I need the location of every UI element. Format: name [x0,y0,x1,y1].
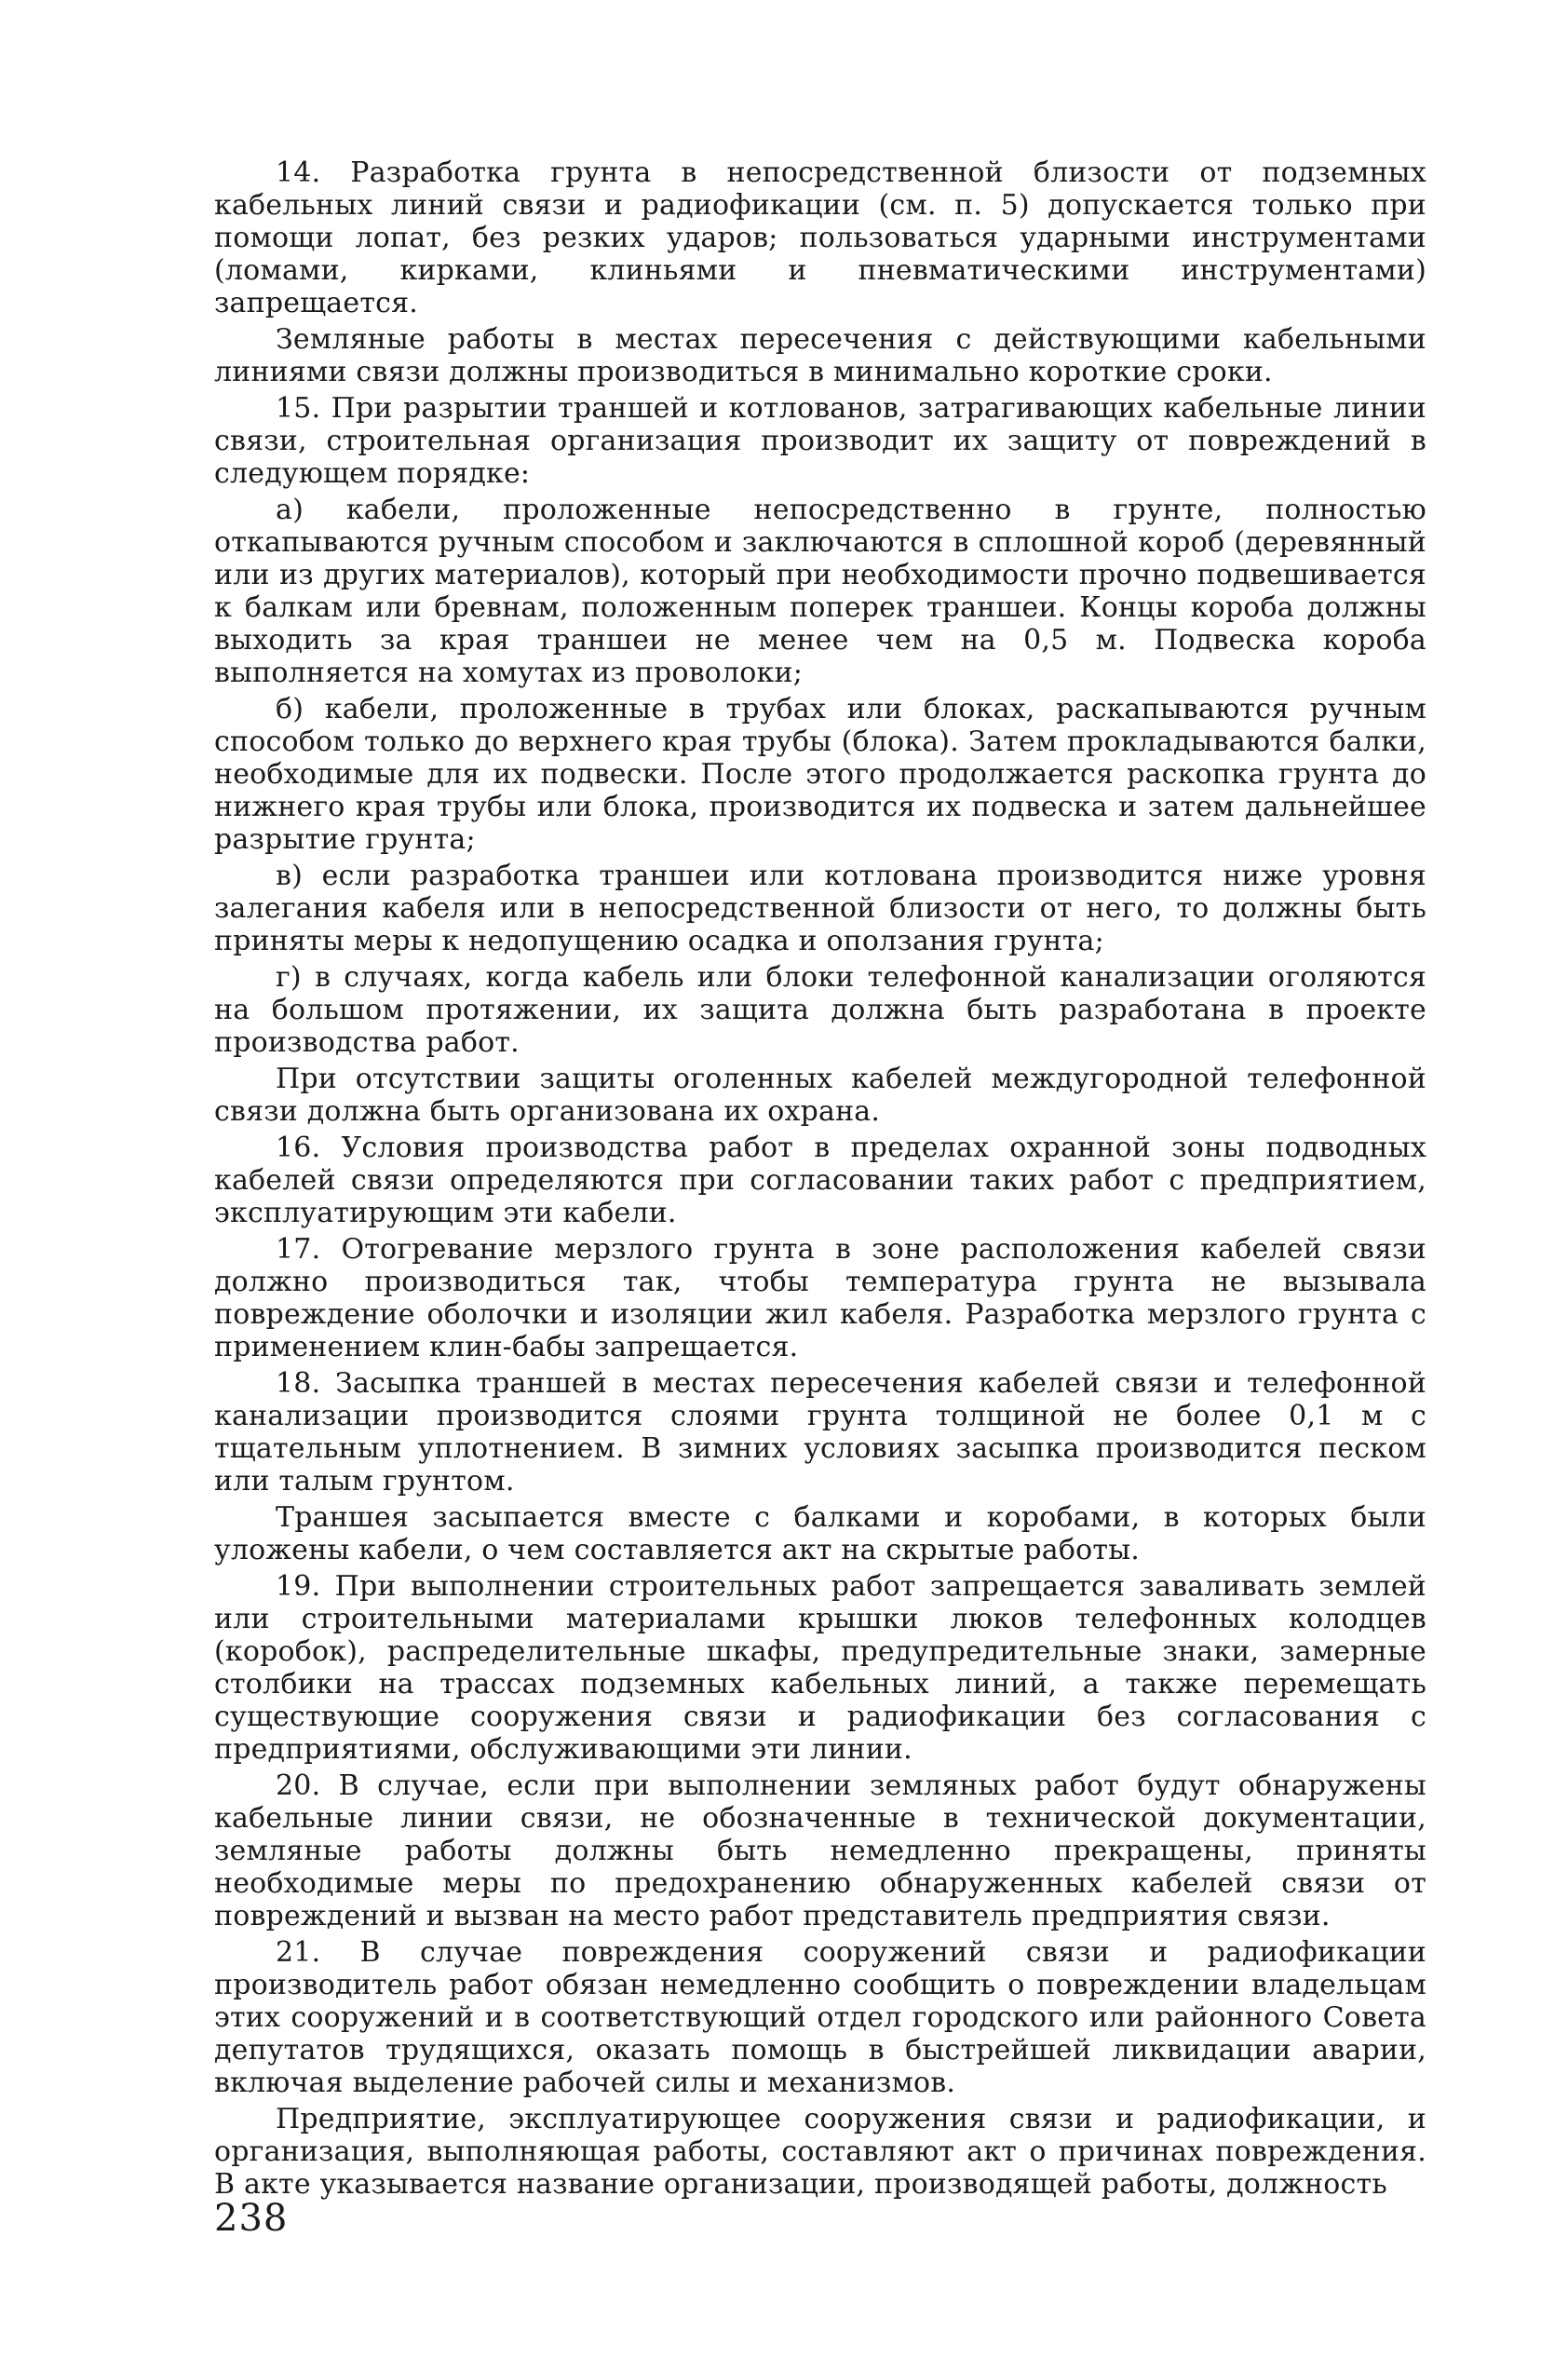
paragraph-21-note: Предприятие, эксплуатирующее сооружения связи и радиофикации, и организация, выполняющая работы, составляют акт о причинах повреждения. В акте указывается название организации, производящей работы, должность [214,2103,1426,2201]
paragraph-15: 15. При разрытии траншей и котлованов, затрагивающих кабельные линии связи, строительная организация производит их защиту от повреждений в следующем порядке: [214,392,1426,490]
paragraph-15-a: а) кабели, проложенные непосредственно в грунте, полностью откапываются ручным способом и заключаются в сплошной короб (деревянный или из других материалов), который при необходимости прочно подвешивается к балкам или бревнам, положенным поперек траншеи. Концы короба должны выходить за края траншеи не менее чем на 0,5 м. Подвеска короба выполняется на хомутах из проволоки; [214,494,1426,689]
paragraph-15-v: в) если разработка траншеи или котлована производится ниже уровня залегания кабеля или в непосредственной близости от него, то должны быть приняты меры к недопущению осадка и оползания грунта; [214,860,1426,957]
paragraph-21: 21. В случае повреждения сооружений связи и радиофикации производитель работ обязан немедленно сообщить о повреждении владельцам этих сооружений и в соответствующий отдел городского или районного Совета депутатов трудящихся, оказать помощь в быстрейшей ликвидации аварии, включая выделение рабочей силы и механизмов. [214,1936,1426,2099]
paragraph-14: 14. Разработка грунта в непосредственной близости от подземных кабельных линий связи и радиофикации (см. п. 5) допускается только при помощи лопат, без резких ударов; пользоваться ударными инструментами (ломами, кирками, клиньями и пневматическими инструментами) запрещается. [214,156,1426,319]
paragraph-16: 16. Условия производства работ в пределах охранной зоны подводных кабелей связи определяются при согласовании таких работ с предприятием, эксплуатирующим эти кабели. [214,1132,1426,1229]
paragraph-17: 17. Отогревание мерзлого грунта в зоне расположения кабелей связи должно производиться так, чтобы температура грунта не вызывала повреждение оболочки и изоляции жил кабеля. Разработка мерзлого грунта с применением клин-бабы запрещается. [214,1233,1426,1363]
paragraph-18-note: Траншея засыпается вместе с балками и коробами, в которых были уложены кабели, о чем составляется акт на скрытые работы. [214,1501,1426,1566]
paragraph-20: 20. В случае, если при выполнении земляных работ будут обнаружены кабельные линии связи, не обозначенные в технической документации, земляные работы должны быть немедленно прекращены, приняты необходимые меры по предохранению обнаруженных кабелей связи от повреждений и вызван на место работ представитель предприятия связи. [214,1769,1426,1932]
paragraph-18: 18. Засыпка траншей в местах пересечения кабелей связи и телефонной канализации производится слоями грунта толщиной не более 0,1 м с тщательным уплотнением. В зимних условиях засыпка производится песком или талым грунтом. [214,1367,1426,1498]
paragraph-15-note: При отсутствии защиты оголенных кабелей междугородной телефонной связи должна быть организована их охрана. [214,1063,1426,1128]
paragraph-15-b: б) кабели, проложенные в трубах или блоках, раскапываются ручным способом только до верхнего края трубы (блока). Затем прокладываются балки, необходимые для их подвески. После этого продолжается раскопка грунта до нижнего края трубы или блока, производится их подвеска и затем дальнейшее разрытие грунта; [214,693,1426,856]
paragraph-15-g: г) в случаях, когда кабель или блоки телефонной канализации оголяются на большом протяжении, их защита должна быть разработана в проекте производства работ. [214,961,1426,1059]
page-text [214,156,1426,2204]
page-number: 238 [214,2197,289,2240]
paragraph-19: 19. При выполнении строительных работ запрещается заваливать землей или строительными материалами крышки люков телефонных колодцев (коробок), распределительные шкафы, предупредительные знаки, замерные столбики на трассах подземных кабельных линий, а также перемещать существующие сооружения связи и радиофикации без согласования с предприятиями, обслуживающими эти линии. [214,1570,1426,1766]
paragraph-14-note: Земляные работы в местах пересечения с действующими кабельными линиями связи должны производиться в минимально короткие сроки. [214,323,1426,388]
